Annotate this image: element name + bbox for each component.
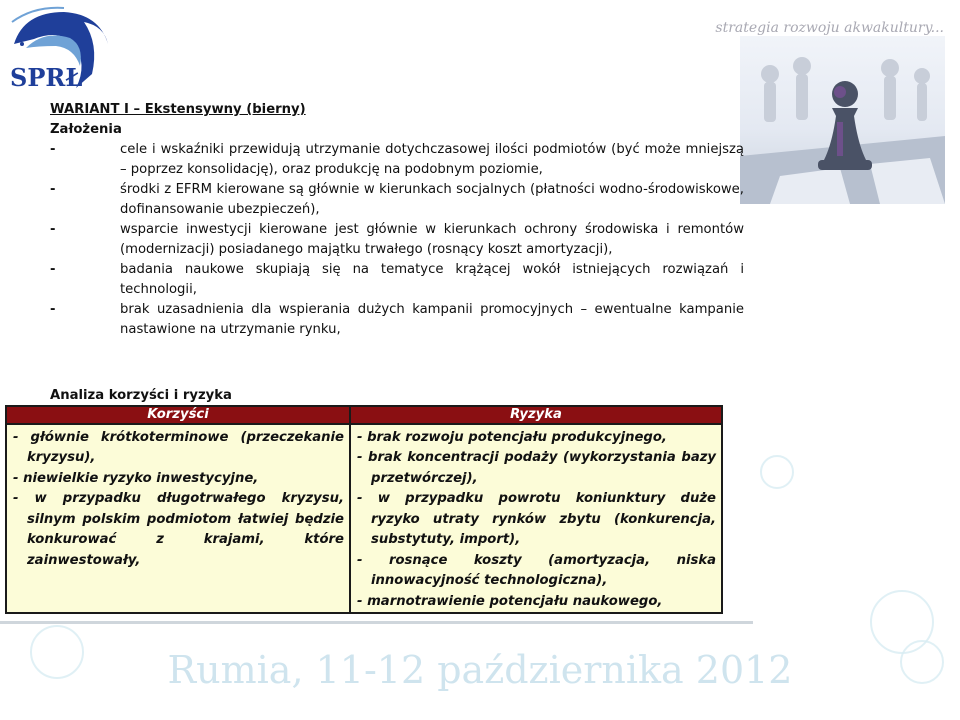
tagline: strategia rozwoju akwakultury... [715,20,944,36]
header-benefits: Korzyści [7,407,351,423]
logo-text: SPRŁ [10,63,83,92]
risk-item: - rosnące koszty (amortyzacja, niska innowacyjność technologiczna), [357,552,716,588]
divider [0,621,753,624]
risks-cell [351,425,721,613]
list-item [50,220,744,260]
chess-pieces-image [740,36,945,204]
list-item [50,260,744,300]
list-item [50,300,744,340]
bullet-dash: - [50,222,56,237]
bullet-dash: - [50,262,56,277]
bullet-dash: - [50,142,56,157]
risk-item: - brak koncentracji podaży (wykorzystania bazy przetwórczej), [357,450,716,486]
bullet-dash: - [50,302,56,317]
section-subtitle: Założenia [50,122,122,137]
risk-item: - marnotrawienie potencjału naukowego, [357,593,663,609]
benefits-risks-table [5,405,723,614]
risk-item: - w przypadku powrotu koniunktury duże ryzyko utraty rynków zbytu (konkurencja, substytuty, import), [357,491,716,547]
analysis-title: Analiza korzyści i ryzyka [50,388,232,403]
decorative-swirl [760,455,794,489]
benefit-item: - niewielkie ryzyko inwestycyjne, [13,470,259,486]
footer-event-date: Rumia, 11-12 października 2012 [167,648,793,692]
bullet-dash: - [50,182,56,197]
table-header-row [7,407,721,425]
benefits-cell [7,425,351,613]
main-content [50,100,744,340]
risk-item: - brak rozwoju potencjału produkcyjnego, [357,429,667,445]
list-item-text: badania naukowe skupiają się na tematyce krążącej wokół istniejących rozwiązań i technologii, [120,262,744,297]
list-item [50,140,744,180]
header-risks: Ryzyka [510,407,562,423]
section-title: WARIANT I – Ekstensywny (bierny) [50,102,306,117]
assumptions-list [50,140,744,340]
table-body-row [7,425,721,613]
list-item [50,180,744,220]
list-item-text: brak uzasadnienia dla wspierania dużych kampanii promocyjnych – ewentualne kampanie nastawione na utrzymanie rynku, [120,302,744,337]
list-item-text: środki z EFRM kierowane są głównie w kierunkach socjalnych (płatności wodno-środowiskowe, dofinansowanie ubezpieczeń), [120,182,744,217]
list-item-text: cele i wskaźniki przewidują utrzymanie dotychczasowej ilości podmiotów (być może mniejszą – poprzez konsolidację), oraz produkcję na podobnym poziomie, [120,142,744,177]
list-item-text: wsparcie inwestycji kierowane jest głównie w kierunkach ochrony środowiska i remontów (modernizacji) posiadanego majątku trwałego (rosnący koszt amortyzacji), [120,222,744,257]
sprl-logo [4,4,116,100]
benefit-item: - w przypadku długotrwałego kryzysu, silnym polskim podmiotom łatwiej będzie konkurować z krajami, które zainwestowały, [13,491,344,568]
benefit-item: - głównie krótkoterminowe (przeczekanie kryzysu), [13,429,344,465]
